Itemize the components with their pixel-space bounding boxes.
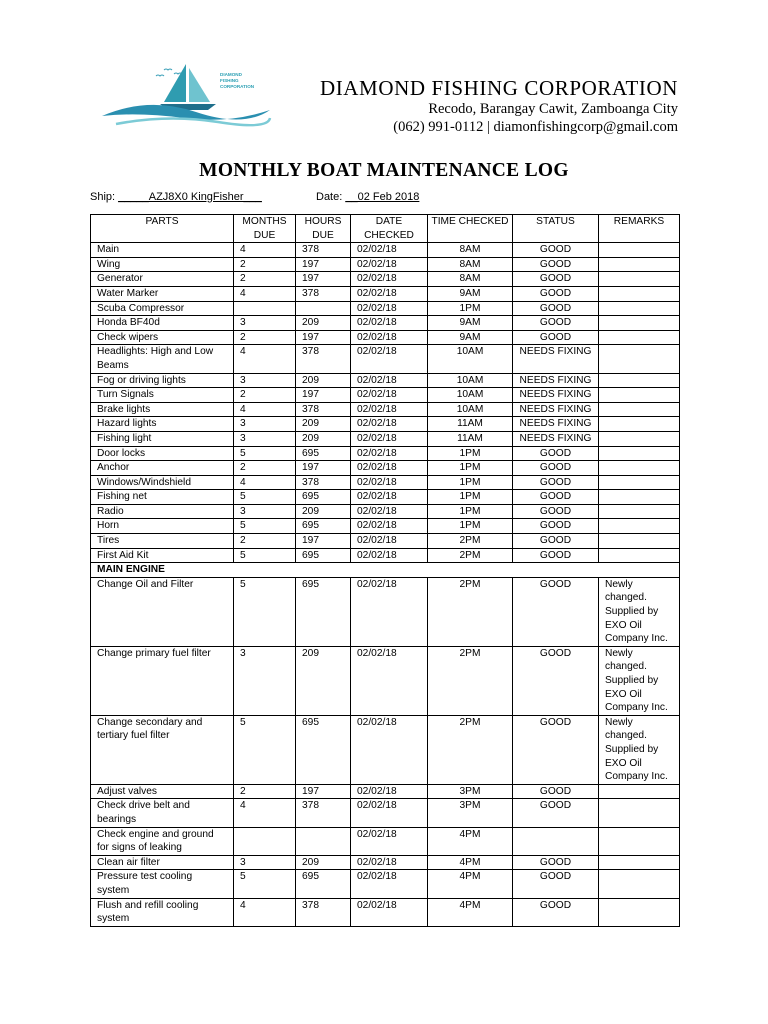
table-row: [91, 504, 680, 519]
table-row: [91, 446, 680, 461]
table-row: [91, 402, 680, 417]
column-header: TIME CHECKED: [428, 215, 513, 243]
time-checked-cell: 4PM: [428, 870, 513, 898]
months-due-cell: 5: [234, 519, 296, 534]
status-cell: GOOD: [513, 504, 599, 519]
part-cell: Scuba Compressor: [91, 301, 234, 316]
table-row: [91, 855, 680, 870]
hours-due-cell: 378: [296, 898, 351, 926]
part-cell: Honda BF40d: [91, 316, 234, 331]
months-due-cell: 3: [234, 431, 296, 446]
hours-due-cell: 378: [296, 243, 351, 258]
part-cell: Check drive belt and bearings: [91, 799, 234, 827]
months-due-cell: 5: [234, 490, 296, 505]
hours-due-cell: 197: [296, 272, 351, 287]
months-due-cell: 2: [234, 784, 296, 799]
hours-due-cell: 695: [296, 446, 351, 461]
time-checked-cell: 4PM: [428, 898, 513, 926]
remarks-cell: [599, 490, 680, 505]
months-due-cell: [234, 827, 296, 855]
part-cell: Change secondary and tertiary fuel filter: [91, 715, 234, 784]
date-checked-cell: 02/02/18: [351, 345, 428, 373]
table-row: [91, 431, 680, 446]
part-cell: Main: [91, 243, 234, 258]
hours-due-cell: 209: [296, 504, 351, 519]
logo-text: FISHING: [220, 78, 239, 83]
part-cell: Horn: [91, 519, 234, 534]
hours-due-cell: 197: [296, 461, 351, 476]
logo-bird: [156, 75, 164, 76]
remarks-cell: [599, 870, 680, 898]
status-cell: GOOD: [513, 870, 599, 898]
part-cell: Generator: [91, 272, 234, 287]
time-checked-cell: 10AM: [428, 388, 513, 403]
status-cell: NEEDS FIXING: [513, 345, 599, 373]
remarks-cell: [599, 417, 680, 432]
remarks-cell: [599, 855, 680, 870]
hours-due-cell: [296, 827, 351, 855]
months-due-cell: 4: [234, 898, 296, 926]
hours-due-cell: 209: [296, 373, 351, 388]
table-row: [91, 461, 680, 476]
section-label: MAIN ENGINE: [91, 563, 680, 578]
months-due-cell: 2: [234, 257, 296, 272]
table-row: [91, 272, 680, 287]
table-row: [91, 475, 680, 490]
date-value: __02 Feb 2018: [345, 191, 420, 203]
date-checked-cell: 02/02/18: [351, 431, 428, 446]
part-cell: Fishing light: [91, 431, 234, 446]
date-field: [316, 191, 419, 203]
table-row: [91, 345, 680, 373]
time-checked-cell: 2PM: [428, 577, 513, 646]
part-cell: Flush and refill cooling system: [91, 898, 234, 926]
status-cell: NEEDS FIXING: [513, 373, 599, 388]
column-header: STATUS: [513, 215, 599, 243]
hours-due-cell: 197: [296, 534, 351, 549]
table-row: [91, 519, 680, 534]
hours-due-cell: 378: [296, 345, 351, 373]
time-checked-cell: 11AM: [428, 417, 513, 432]
time-checked-cell: 1PM: [428, 461, 513, 476]
date-label: Date:: [316, 191, 343, 203]
months-due-cell: [234, 301, 296, 316]
time-checked-cell: 9AM: [428, 330, 513, 345]
table-row: [91, 784, 680, 799]
time-checked-cell: 8AM: [428, 272, 513, 287]
table-row: [91, 373, 680, 388]
date-checked-cell: 02/02/18: [351, 715, 428, 784]
remarks-cell: Newly changed. Supplied by EXO Oil Company Inc.: [599, 577, 680, 646]
part-cell: Hazard lights: [91, 417, 234, 432]
time-checked-cell: 1PM: [428, 446, 513, 461]
remarks-cell: [599, 461, 680, 476]
date-checked-cell: 02/02/18: [351, 519, 428, 534]
time-checked-cell: 2PM: [428, 715, 513, 784]
date-checked-cell: 02/02/18: [351, 243, 428, 258]
column-header: HOURS DUE: [296, 215, 351, 243]
remarks-cell: [599, 286, 680, 301]
date-checked-cell: 02/02/18: [351, 534, 428, 549]
part-cell: Adjust valves: [91, 784, 234, 799]
remarks-cell: [599, 475, 680, 490]
company-name: DIAMOND FISHING CORPORATION: [319, 76, 678, 100]
company-logo: [98, 52, 274, 130]
hours-due-cell: 695: [296, 870, 351, 898]
status-cell: NEEDS FIXING: [513, 402, 599, 417]
table-row: [91, 827, 680, 855]
time-checked-cell: 11AM: [428, 431, 513, 446]
months-due-cell: 4: [234, 799, 296, 827]
months-due-cell: 3: [234, 417, 296, 432]
months-due-cell: 2: [234, 272, 296, 287]
hours-due-cell: 197: [296, 388, 351, 403]
table-row: [91, 301, 680, 316]
logo-text: CORPORATION: [220, 84, 255, 89]
status-cell: GOOD: [513, 490, 599, 505]
time-checked-cell: 3PM: [428, 799, 513, 827]
time-checked-cell: 10AM: [428, 345, 513, 373]
date-checked-cell: 02/02/18: [351, 272, 428, 287]
date-checked-cell: 02/02/18: [351, 475, 428, 490]
months-due-cell: 3: [234, 855, 296, 870]
part-cell: Brake lights: [91, 402, 234, 417]
logo-wave-light: [116, 118, 270, 125]
remarks-cell: Newly changed. Supplied by EXO Oil Company Inc.: [599, 646, 680, 715]
months-due-cell: 2: [234, 388, 296, 403]
months-due-cell: 2: [234, 330, 296, 345]
date-checked-cell: 02/02/18: [351, 827, 428, 855]
date-checked-cell: 02/02/18: [351, 799, 428, 827]
status-cell: GOOD: [513, 715, 599, 784]
months-due-cell: 4: [234, 345, 296, 373]
date-checked-cell: 02/02/18: [351, 548, 428, 563]
status-cell: NEEDS FIXING: [513, 388, 599, 403]
months-due-cell: 4: [234, 402, 296, 417]
hours-due-cell: 378: [296, 286, 351, 301]
status-cell: GOOD: [513, 519, 599, 534]
part-cell: Fog or driving lights: [91, 373, 234, 388]
part-cell: Change Oil and Filter: [91, 577, 234, 646]
remarks-cell: [599, 504, 680, 519]
date-checked-cell: 02/02/18: [351, 301, 428, 316]
date-checked-cell: 02/02/18: [351, 490, 428, 505]
table-header-row: [91, 215, 680, 243]
date-checked-cell: 02/02/18: [351, 388, 428, 403]
remarks-cell: [599, 257, 680, 272]
date-checked-cell: 02/02/18: [351, 898, 428, 926]
table-row: [91, 534, 680, 549]
remarks-cell: [599, 548, 680, 563]
part-cell: Check wipers: [91, 330, 234, 345]
time-checked-cell: 1PM: [428, 504, 513, 519]
section-row: [91, 563, 680, 578]
time-checked-cell: 9AM: [428, 316, 513, 331]
time-checked-cell: 3PM: [428, 784, 513, 799]
remarks-cell: [599, 534, 680, 549]
status-cell: GOOD: [513, 286, 599, 301]
status-cell: NEEDS FIXING: [513, 417, 599, 432]
part-cell: First Aid Kit: [91, 548, 234, 563]
logo-bird: [164, 69, 172, 70]
remarks-cell: [599, 373, 680, 388]
ship-field: [90, 191, 262, 203]
status-cell: GOOD: [513, 243, 599, 258]
part-cell: Clean air filter: [91, 855, 234, 870]
part-cell: Pressure test cooling system: [91, 870, 234, 898]
status-cell: GOOD: [513, 534, 599, 549]
hours-due-cell: 695: [296, 577, 351, 646]
date-checked-cell: 02/02/18: [351, 373, 428, 388]
part-cell: Water Marker: [91, 286, 234, 301]
months-due-cell: 5: [234, 548, 296, 563]
status-cell: GOOD: [513, 548, 599, 563]
maintenance-table: [90, 214, 680, 927]
date-checked-cell: 02/02/18: [351, 577, 428, 646]
status-cell: [513, 827, 599, 855]
months-due-cell: 5: [234, 577, 296, 646]
months-due-cell: 4: [234, 475, 296, 490]
remarks-cell: [599, 402, 680, 417]
part-cell: Turn Signals: [91, 388, 234, 403]
status-cell: GOOD: [513, 577, 599, 646]
remarks-cell: [599, 431, 680, 446]
status-cell: GOOD: [513, 799, 599, 827]
remarks-cell: [599, 330, 680, 345]
part-cell: Tires: [91, 534, 234, 549]
table-row: [91, 286, 680, 301]
status-cell: GOOD: [513, 272, 599, 287]
hours-due-cell: 197: [296, 330, 351, 345]
time-checked-cell: 10AM: [428, 373, 513, 388]
months-due-cell: 4: [234, 243, 296, 258]
remarks-cell: [599, 388, 680, 403]
part-cell: Headlights: High and Low Beams: [91, 345, 234, 373]
table-row: [91, 646, 680, 715]
hours-due-cell: 209: [296, 855, 351, 870]
part-cell: Windows/Windshield: [91, 475, 234, 490]
time-checked-cell: 4PM: [428, 855, 513, 870]
logo-text: DIAMOND: [220, 72, 242, 77]
status-cell: NEEDS FIXING: [513, 431, 599, 446]
company-address: Recodo, Barangay Cawit, Zamboanga City: [428, 101, 678, 117]
status-cell: GOOD: [513, 446, 599, 461]
column-header: REMARKS: [599, 215, 680, 243]
remarks-cell: [599, 446, 680, 461]
time-checked-cell: 8AM: [428, 257, 513, 272]
hours-due-cell: 695: [296, 519, 351, 534]
hours-due-cell: [296, 301, 351, 316]
months-due-cell: 3: [234, 504, 296, 519]
status-cell: GOOD: [513, 855, 599, 870]
date-checked-cell: 02/02/18: [351, 870, 428, 898]
status-cell: GOOD: [513, 257, 599, 272]
hours-due-cell: 197: [296, 257, 351, 272]
table-row: [91, 715, 680, 784]
table-row: [91, 898, 680, 926]
company-contact: (062) 991-0112 | diamonfishingcorp@gmail.com: [393, 119, 678, 135]
time-checked-cell: 1PM: [428, 301, 513, 316]
column-header: MONTHS DUE: [234, 215, 296, 243]
time-checked-cell: 1PM: [428, 475, 513, 490]
table-row: [91, 330, 680, 345]
months-due-cell: 5: [234, 715, 296, 784]
table-body: [91, 243, 680, 927]
table-row: [91, 388, 680, 403]
date-checked-cell: 02/02/18: [351, 330, 428, 345]
remarks-cell: [599, 316, 680, 331]
remarks-cell: [599, 784, 680, 799]
part-cell: Radio: [91, 504, 234, 519]
column-header: DATE CHECKED: [351, 215, 428, 243]
hours-due-cell: 209: [296, 646, 351, 715]
months-due-cell: 4: [234, 286, 296, 301]
months-due-cell: 5: [234, 870, 296, 898]
ship-label: Ship:: [90, 191, 116, 203]
date-checked-cell: 02/02/18: [351, 316, 428, 331]
remarks-cell: Newly changed. Supplied by EXO Oil Company Inc.: [599, 715, 680, 784]
company-info: [320, 76, 678, 136]
hours-due-cell: 209: [296, 431, 351, 446]
part-cell: Change primary fuel filter: [91, 646, 234, 715]
status-cell: GOOD: [513, 316, 599, 331]
part-cell: Anchor: [91, 461, 234, 476]
hours-due-cell: 197: [296, 784, 351, 799]
document-title: MONTHLY BOAT MAINTENANCE LOG: [199, 160, 569, 181]
status-cell: GOOD: [513, 301, 599, 316]
table-row: [91, 548, 680, 563]
time-checked-cell: 1PM: [428, 519, 513, 534]
ship-value: _____AZJ8X0 KingFisher___: [118, 191, 262, 203]
table-row: [91, 243, 680, 258]
time-checked-cell: 9AM: [428, 286, 513, 301]
date-checked-cell: 02/02/18: [351, 504, 428, 519]
part-cell: Fishing net: [91, 490, 234, 505]
status-cell: GOOD: [513, 898, 599, 926]
status-cell: GOOD: [513, 475, 599, 490]
table-row: [91, 316, 680, 331]
status-cell: GOOD: [513, 461, 599, 476]
hours-due-cell: 695: [296, 548, 351, 563]
remarks-cell: [599, 827, 680, 855]
date-checked-cell: 02/02/18: [351, 417, 428, 432]
months-due-cell: 2: [234, 461, 296, 476]
hours-due-cell: 695: [296, 490, 351, 505]
table-row: [91, 870, 680, 898]
table-row: [91, 577, 680, 646]
status-cell: GOOD: [513, 784, 599, 799]
table-row: [91, 257, 680, 272]
date-checked-cell: 02/02/18: [351, 257, 428, 272]
time-checked-cell: 1PM: [428, 490, 513, 505]
remarks-cell: [599, 345, 680, 373]
date-checked-cell: 02/02/18: [351, 646, 428, 715]
part-cell: Door locks: [91, 446, 234, 461]
date-checked-cell: 02/02/18: [351, 855, 428, 870]
time-checked-cell: 2PM: [428, 646, 513, 715]
time-checked-cell: 2PM: [428, 534, 513, 549]
status-cell: GOOD: [513, 330, 599, 345]
part-cell: Check engine and ground for signs of leaking: [91, 827, 234, 855]
hours-due-cell: 695: [296, 715, 351, 784]
remarks-cell: [599, 799, 680, 827]
time-checked-cell: 8AM: [428, 243, 513, 258]
hours-due-cell: 209: [296, 417, 351, 432]
logo-sail-right: [189, 68, 210, 102]
time-checked-cell: 4PM: [428, 827, 513, 855]
months-due-cell: 3: [234, 373, 296, 388]
date-checked-cell: 02/02/18: [351, 446, 428, 461]
table-row: [91, 490, 680, 505]
months-due-cell: 5: [234, 446, 296, 461]
months-due-cell: 3: [234, 646, 296, 715]
remarks-cell: [599, 898, 680, 926]
table-row: [91, 799, 680, 827]
hours-due-cell: 378: [296, 402, 351, 417]
time-checked-cell: 2PM: [428, 548, 513, 563]
table-row: [91, 417, 680, 432]
remarks-cell: [599, 272, 680, 287]
remarks-cell: [599, 243, 680, 258]
date-checked-cell: 02/02/18: [351, 286, 428, 301]
hours-due-cell: 209: [296, 316, 351, 331]
status-cell: GOOD: [513, 646, 599, 715]
remarks-cell: [599, 519, 680, 534]
date-checked-cell: 02/02/18: [351, 784, 428, 799]
months-due-cell: 3: [234, 316, 296, 331]
hours-due-cell: 378: [296, 475, 351, 490]
remarks-cell: [599, 301, 680, 316]
date-checked-cell: 02/02/18: [351, 402, 428, 417]
date-checked-cell: 02/02/18: [351, 461, 428, 476]
months-due-cell: 2: [234, 534, 296, 549]
time-checked-cell: 10AM: [428, 402, 513, 417]
part-cell: Wing: [91, 257, 234, 272]
column-header: PARTS: [91, 215, 234, 243]
hours-due-cell: 378: [296, 799, 351, 827]
